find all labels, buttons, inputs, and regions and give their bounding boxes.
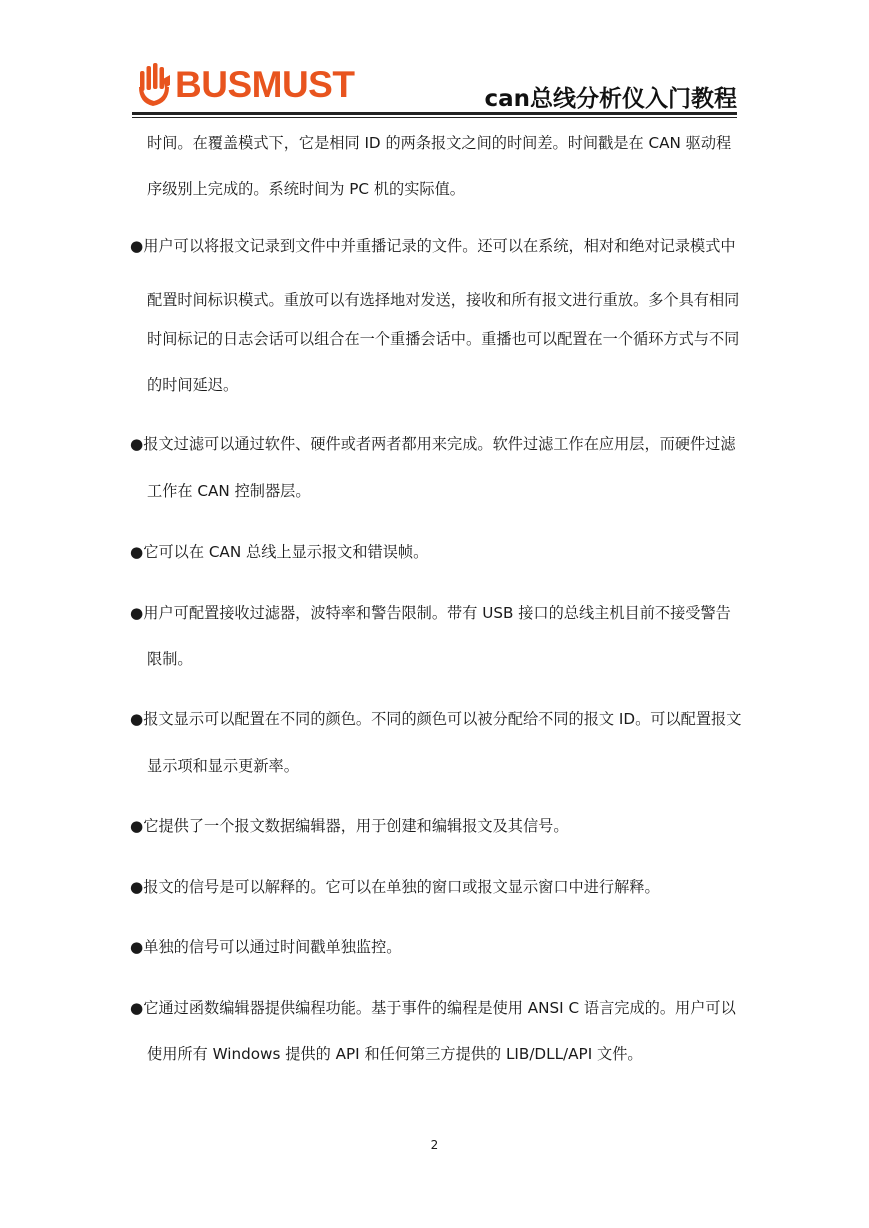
- text-line: 时间。在覆盖模式下，它是相同 ID 的两条报文之间的时间差。时间戳是在 CAN 驱动程: [147, 134, 732, 152]
- text-line: 限制。: [147, 650, 193, 668]
- bullet-line: ●用户可配置接收过滤器，波特率和警告限制。带有 USB 接口的总线主机目前不接受警告: [130, 604, 731, 622]
- header-rule-thick: [132, 112, 737, 115]
- bullet-line: ●报文显示可以配置在不同的颜色。不同的颜色可以被分配给不同的报文 ID。可以配置报文: [130, 710, 742, 728]
- bullet-line: ●报文过滤可以通过软件、硬件或者两者都用来完成。软件过滤工作在应用层，而硬件过滤: [130, 435, 736, 453]
- text-line: 显示项和显示更新率。: [147, 757, 299, 775]
- bullet-line: ●报文的信号是可以解释的。它可以在单独的窗口或报文显示窗口中进行解释。: [130, 878, 660, 896]
- text-line: 使用所有 Windows 提供的 API 和任何第三方提供的 LIB/DLL/API 文件。: [147, 1045, 643, 1063]
- text-line: 配置时间标识模式。重放可以有选择地对发送，接收和所有报文进行重放。多个具有相同: [147, 291, 740, 309]
- document-title: can总线分析仪入门教程: [484, 86, 737, 112]
- header-rule-thin: [132, 117, 737, 118]
- page-number: 2: [430, 1138, 439, 1152]
- bullet-line: ●它可以在 CAN 总线上显示报文和错误帧。: [130, 543, 429, 561]
- busmust-logo-icon: [137, 63, 171, 107]
- bullet-line: ●单独的信号可以通过时间戳单独监控。: [130, 938, 402, 956]
- logo-wordmark: BUSMUST: [175, 64, 355, 105]
- page-header: [0, 0, 869, 120]
- text-line: 工作在 CAN 控制器层。: [147, 482, 311, 500]
- text-line: 的时间延迟。: [147, 376, 239, 394]
- busmust-logo: [137, 63, 354, 107]
- bullet-line: ●它提供了一个报文数据编辑器，用于创建和编辑报文及其信号。: [130, 817, 569, 835]
- bullet-line: ●它通过函数编辑器提供编程功能。基于事件的编程是使用 ANSI C 语言完成的。用户可以: [130, 999, 736, 1017]
- text-line: 序级别上完成的。系统时间为 PC 机的实际值。: [147, 180, 465, 198]
- text-line: 时间标记的日志会话可以组合在一个重播会话中。重播也可以配置在一个循环方式与不同: [147, 330, 740, 348]
- bullet-line: ●用户可以将报文记录到文件中并重播记录的文件。还可以在系统，相对和绝对记录模式中: [130, 237, 736, 255]
